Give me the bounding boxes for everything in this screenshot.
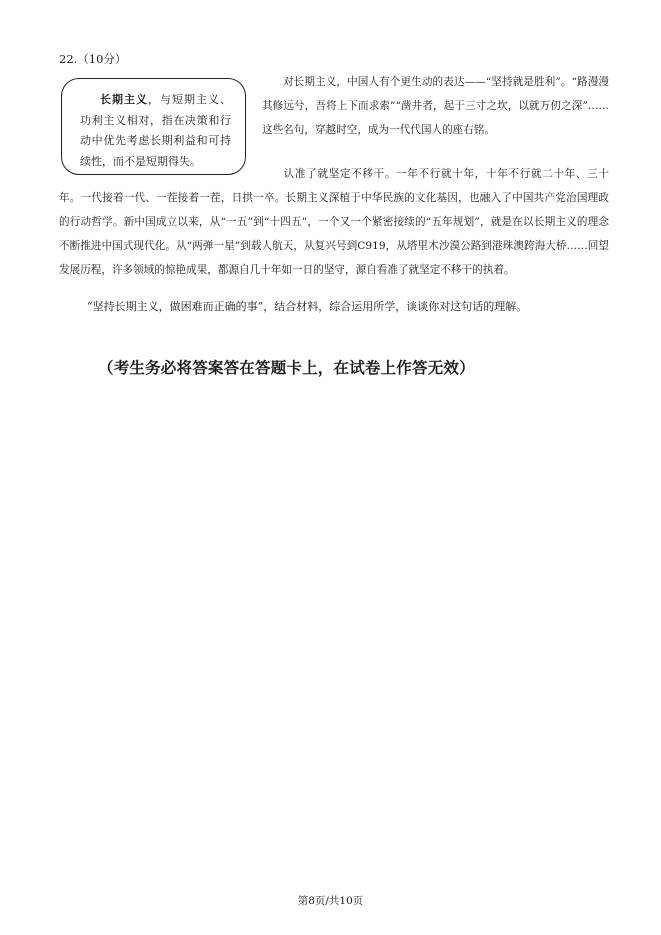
material-paragraph-2-wrapper — [59, 162, 609, 282]
definition-box — [61, 78, 246, 175]
page-footer: 第8页/共10页 — [297, 895, 364, 907]
definition-term: 长期主义 — [100, 93, 148, 106]
material-paragraph-1: 对长期主义，中国人有个更生动的表达——“坚持就是胜利”。“路漫漫其修远兮，吾将上下而求索”“凿井者，起于三寸之坎，以就万仞之深”……这些名句，穿越时空，成为一代代国人的座右铭。 — [262, 76, 609, 136]
question-number: 22.（10分） — [59, 52, 127, 66]
answer-notice: （考生务必将答案答在答题卡上，在试卷上作答无效） — [98, 359, 475, 377]
question-prompt: “坚持长期主义，做困难而正确的事”，结合材料，综合运用所学，谈谈你对这句话的理解。 — [87, 300, 528, 313]
definition-body: ，与短期主义、功利主义相对，指在决策和行动中优先考虑长期利益和可持续性，而不是短期得失。 — [80, 93, 231, 168]
material-paragraph-2: 认准了就坚定不移干。一年不行就十年，十年不行就二十年、三十年。一代接着一代、一茬接着一茬，日拱一卒。长期主义深植于中华民族的文化基因，也融入了中国共产党治国理政的行动哲学。新中国成立以来，从“一五”到“十四五”，一个又一个紧密接续的“五年规划”，就是在以长期主义的理念不断推进中国式现代化。从“两弹一星”到载人航天，从复兴号到C919，从塔里木沙漠公路到港珠澳跨海大桥……回望发展历程，许多领域的惊艳成果，都源自几十年如一日的坚守，源自看准了就坚定不移干的执着。 — [59, 168, 609, 276]
